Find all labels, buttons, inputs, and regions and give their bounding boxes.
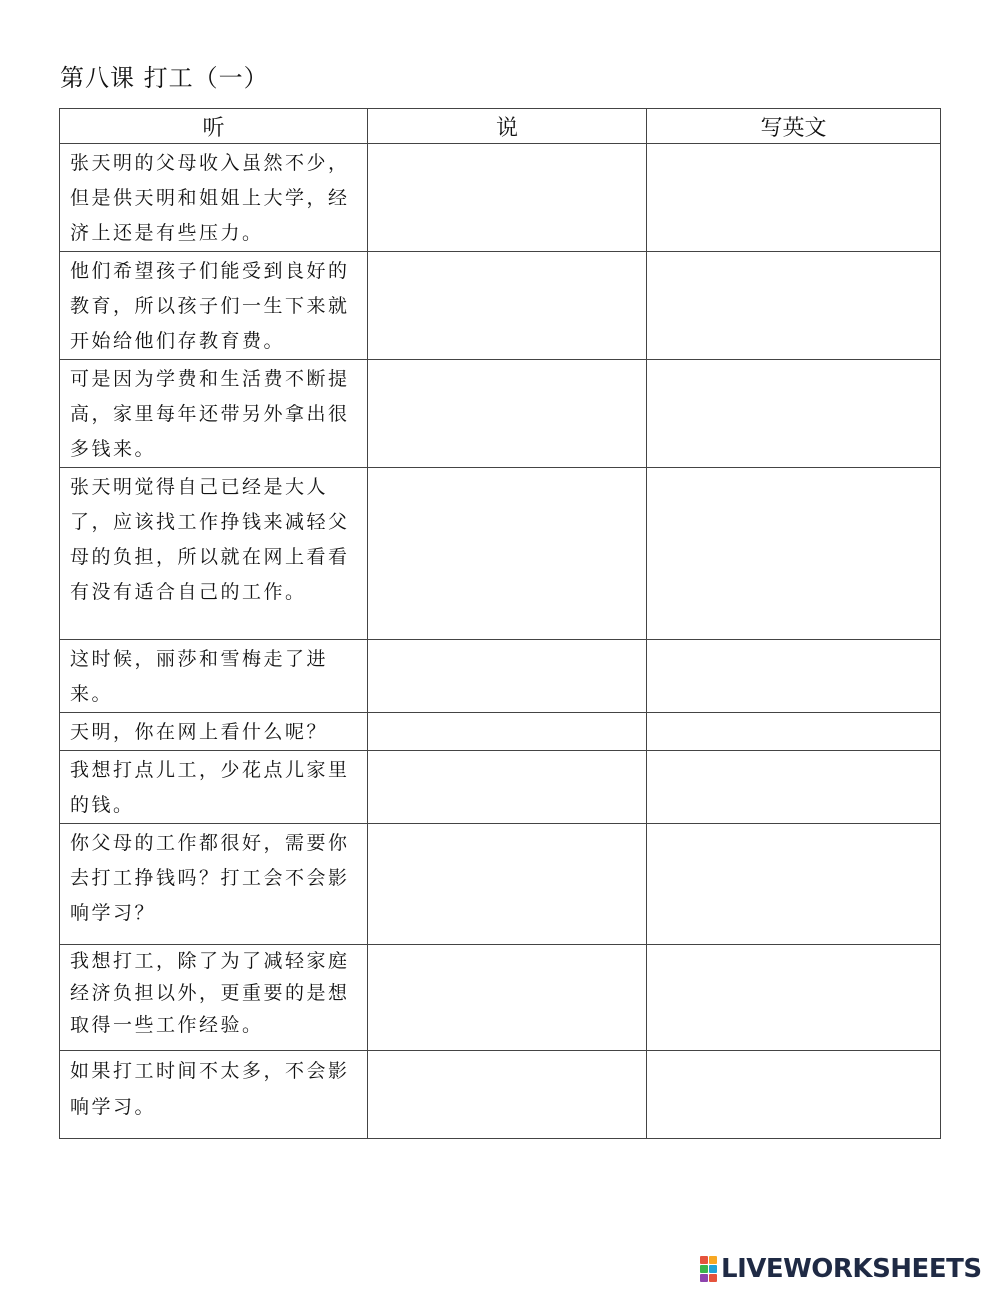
listen-text: 你父母的工作都很好，需要你去打工挣钱吗？打工会不会影响学习？ (70, 832, 350, 924)
table-row (60, 945, 941, 1051)
logo-block (709, 1265, 717, 1273)
worksheet-table (59, 108, 941, 1139)
table-row (60, 713, 941, 751)
listen-cell (60, 640, 368, 713)
table-row (60, 1051, 941, 1139)
brand-name: LIVEWORKSHEETS (721, 1254, 982, 1284)
english-answer-cell[interactable] (647, 824, 941, 945)
speak-cell[interactable] (368, 1051, 647, 1139)
table-row (60, 360, 941, 468)
speak-cell[interactable] (368, 252, 647, 360)
english-answer-cell[interactable] (647, 468, 941, 640)
speak-cell[interactable] (368, 144, 647, 252)
liveworksheets-logo-icon (700, 1256, 717, 1282)
english-answer-cell[interactable] (647, 360, 941, 468)
listen-cell (60, 1051, 368, 1139)
listen-text: 张天明的父母收入虽然不少，但是供天明和姐姐上大学，经济上还是有些压力。 (70, 152, 350, 244)
page-title: 第八课 打工（一） (60, 64, 269, 92)
table-row (60, 640, 941, 713)
table-row (60, 468, 941, 640)
listen-text: 我想打点儿工，少花点儿家里的钱。 (70, 759, 350, 816)
logo-block (709, 1256, 717, 1264)
english-answer-cell[interactable] (647, 252, 941, 360)
logo-block (709, 1274, 717, 1282)
english-answer-cell[interactable] (647, 945, 941, 1051)
speak-cell[interactable] (368, 468, 647, 640)
english-answer-cell[interactable] (647, 640, 941, 713)
speak-cell[interactable] (368, 360, 647, 468)
listen-text: 张天明觉得自己已经是大人了，应该找工作挣钱来减轻父母的负担，所以就在网上看看有没有适合自己的工作。 (70, 476, 350, 603)
speak-cell[interactable] (368, 945, 647, 1051)
listen-cell (60, 252, 368, 360)
speak-cell[interactable] (368, 824, 647, 945)
listen-text: 如果打工时间不太多，不会影响学习。 (70, 1060, 350, 1118)
listen-text: 这时候，丽莎和雪梅走了进来。 (70, 648, 329, 705)
listen-text: 我想打工，除了为了减轻家庭经济负担以外，更重要的是想取得一些工作经验。 (70, 950, 350, 1036)
listen-text: 他们希望孩子们能受到良好的教育，所以孩子们一生下来就开始给他们存教育费。 (70, 260, 350, 352)
listen-cell (60, 144, 368, 252)
english-answer-cell[interactable] (647, 144, 941, 252)
table-row (60, 252, 941, 360)
listen-cell (60, 945, 368, 1051)
liveworksheets-brand[interactable] (700, 1254, 982, 1284)
table-header-row (60, 109, 941, 144)
speak-cell[interactable] (368, 713, 647, 751)
listen-cell (60, 751, 368, 824)
listen-text: 天明，你在网上看什么呢？ (70, 721, 329, 743)
listen-cell (60, 468, 368, 640)
logo-block (700, 1265, 708, 1273)
english-answer-cell[interactable] (647, 751, 941, 824)
logo-block (700, 1256, 708, 1264)
column-header-english: 写英文 (647, 109, 941, 144)
english-answer-cell[interactable] (647, 1051, 941, 1139)
table-row (60, 824, 941, 945)
speak-cell[interactable] (368, 751, 647, 824)
speak-cell[interactable] (368, 640, 647, 713)
table-row (60, 751, 941, 824)
column-header-listen: 听 (60, 109, 368, 144)
logo-block (700, 1274, 708, 1282)
listen-cell (60, 824, 368, 945)
english-answer-cell[interactable] (647, 713, 941, 751)
table-row (60, 144, 941, 252)
listen-cell (60, 360, 368, 468)
listen-text: 可是因为学费和生活费不断提高，家里每年还带另外拿出很多钱来。 (70, 368, 350, 460)
listen-cell (60, 713, 368, 751)
column-header-speak: 说 (368, 109, 647, 144)
